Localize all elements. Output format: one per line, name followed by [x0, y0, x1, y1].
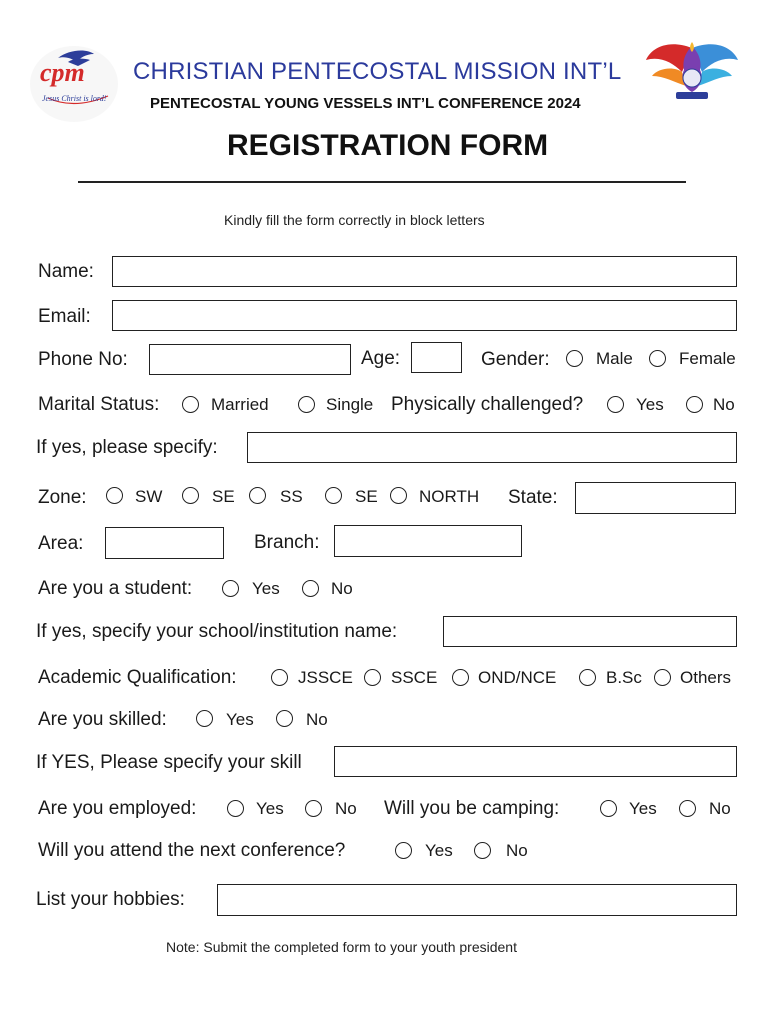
qualification-bsc-label: B.Sc	[606, 668, 642, 687]
form-title: REGISTRATION FORM	[227, 129, 549, 162]
email-label: Email:	[38, 306, 91, 327]
phone-input[interactable]	[149, 344, 351, 375]
marital-married-label: Married	[211, 395, 269, 414]
zone-ss-label: SS	[280, 487, 303, 506]
school-label: If yes, specify your school/institution name:	[36, 621, 398, 642]
school-input[interactable]	[443, 616, 737, 647]
name-label: Name:	[38, 261, 94, 282]
employed-label: Are you employed:	[38, 798, 197, 819]
camping-no-radio[interactable]	[679, 800, 696, 817]
qualification-ond-nce-label: OND/NCE	[478, 668, 557, 687]
gender-male-label: Male	[596, 349, 633, 368]
area-label: Area:	[38, 533, 84, 554]
zone-sw-label: SW	[135, 487, 163, 506]
employed-no-label: No	[335, 799, 357, 818]
zone-se2-radio[interactable]	[325, 487, 342, 504]
marital-single-label: Single	[326, 395, 374, 414]
employed-no-radio[interactable]	[305, 800, 322, 817]
student-yes-label: Yes	[252, 579, 280, 598]
student-label: Are you a student:	[38, 578, 193, 599]
marital-status-label: Marital Status:	[38, 394, 160, 415]
zone-se-label: SE	[212, 487, 235, 506]
age-label: Age:	[361, 348, 401, 369]
hobbies-label: List your hobbies:	[36, 889, 185, 910]
gender-female-radio[interactable]	[649, 350, 666, 367]
cpm-logo	[28, 40, 120, 124]
gender-male-radio[interactable]	[566, 350, 583, 367]
camping-no-label: No	[709, 799, 731, 818]
form-instruction: Kindly fill the form correctly in block letters	[224, 212, 485, 228]
zone-label: Zone:	[38, 487, 87, 508]
name-input[interactable]	[112, 256, 737, 287]
cpm-logo-tagline: Jesus Christ is lord!	[42, 94, 107, 103]
skilled-no-label: No	[306, 710, 328, 729]
qualification-ssce-radio[interactable]	[364, 669, 381, 686]
qualification-jssce-radio[interactable]	[271, 669, 288, 686]
skilled-label: Are you skilled:	[38, 709, 167, 730]
skilled-no-radio[interactable]	[276, 710, 293, 727]
conference-emblem-icon	[646, 38, 738, 106]
qualification-label: Academic Qualification:	[38, 667, 237, 688]
phone-label: Phone No:	[38, 349, 128, 370]
student-no-radio[interactable]	[302, 580, 319, 597]
student-yes-radio[interactable]	[222, 580, 239, 597]
skill-specify-label: If YES, Please specify your skill	[36, 752, 302, 773]
camping-yes-label: Yes	[629, 799, 657, 818]
next-conference-yes-label: Yes	[425, 841, 453, 860]
qualification-jssce-label: JSSCE	[298, 668, 353, 687]
physically-challenged-no-label: No	[713, 395, 735, 414]
marital-single-radio[interactable]	[298, 396, 315, 413]
state-input[interactable]	[575, 482, 736, 514]
camping-yes-radio[interactable]	[600, 800, 617, 817]
conference-title: PENTECOSTAL YOUNG VESSELS INT’L CONFERENCE 2024	[150, 95, 581, 112]
submission-note: Note: Submit the completed form to your youth president	[166, 939, 517, 955]
cpm-logo-text: cpm	[40, 58, 85, 87]
state-label: State:	[508, 487, 558, 508]
employed-yes-radio[interactable]	[227, 800, 244, 817]
next-conference-no-label: No	[506, 841, 528, 860]
qualification-others-radio[interactable]	[654, 669, 671, 686]
zone-sw-radio[interactable]	[106, 487, 123, 504]
gender-label: Gender:	[481, 349, 550, 370]
student-no-label: No	[331, 579, 353, 598]
branch-label: Branch:	[254, 532, 320, 553]
camping-label: Will you be camping:	[384, 798, 560, 819]
email-input[interactable]	[112, 300, 737, 331]
marital-married-radio[interactable]	[182, 396, 199, 413]
qualification-ond-nce-radio[interactable]	[452, 669, 469, 686]
zone-north-label: NORTH	[419, 487, 480, 506]
age-input[interactable]	[411, 342, 462, 373]
qualification-bsc-radio[interactable]	[579, 669, 596, 686]
physically-challenged-no-radio[interactable]	[686, 396, 703, 413]
zone-se-radio[interactable]	[182, 487, 199, 504]
physically-challenged-yes-radio[interactable]	[607, 396, 624, 413]
title-divider	[78, 181, 686, 183]
qualification-others-label: Others	[680, 668, 732, 687]
physically-challenged-label: Physically challenged?	[391, 394, 584, 415]
qualification-ssce-label: SSCE	[391, 668, 438, 687]
branch-input[interactable]	[334, 525, 522, 557]
employed-yes-label: Yes	[256, 799, 284, 818]
next-conference-yes-radio[interactable]	[395, 842, 412, 859]
area-input[interactable]	[105, 527, 224, 559]
hobbies-input[interactable]	[217, 884, 737, 916]
gender-female-label: Female	[679, 349, 736, 368]
physically-challenged-yes-label: Yes	[636, 395, 664, 414]
challenge-specify-label: If yes, please specify:	[36, 437, 218, 458]
skilled-yes-label: Yes	[226, 710, 254, 729]
next-conference-no-radio[interactable]	[474, 842, 491, 859]
zone-ss-radio[interactable]	[249, 487, 266, 504]
challenge-specify-input[interactable]	[247, 432, 737, 463]
zone-north-radio[interactable]	[390, 487, 407, 504]
skilled-yes-radio[interactable]	[196, 710, 213, 727]
organization-name: CHRISTIAN PENTECOSTAL MISSION INT’L	[133, 58, 622, 85]
next-conference-label: Will you attend the next conference?	[38, 840, 346, 861]
zone-se2-label: SE	[355, 487, 378, 506]
skill-specify-input[interactable]	[334, 746, 737, 777]
